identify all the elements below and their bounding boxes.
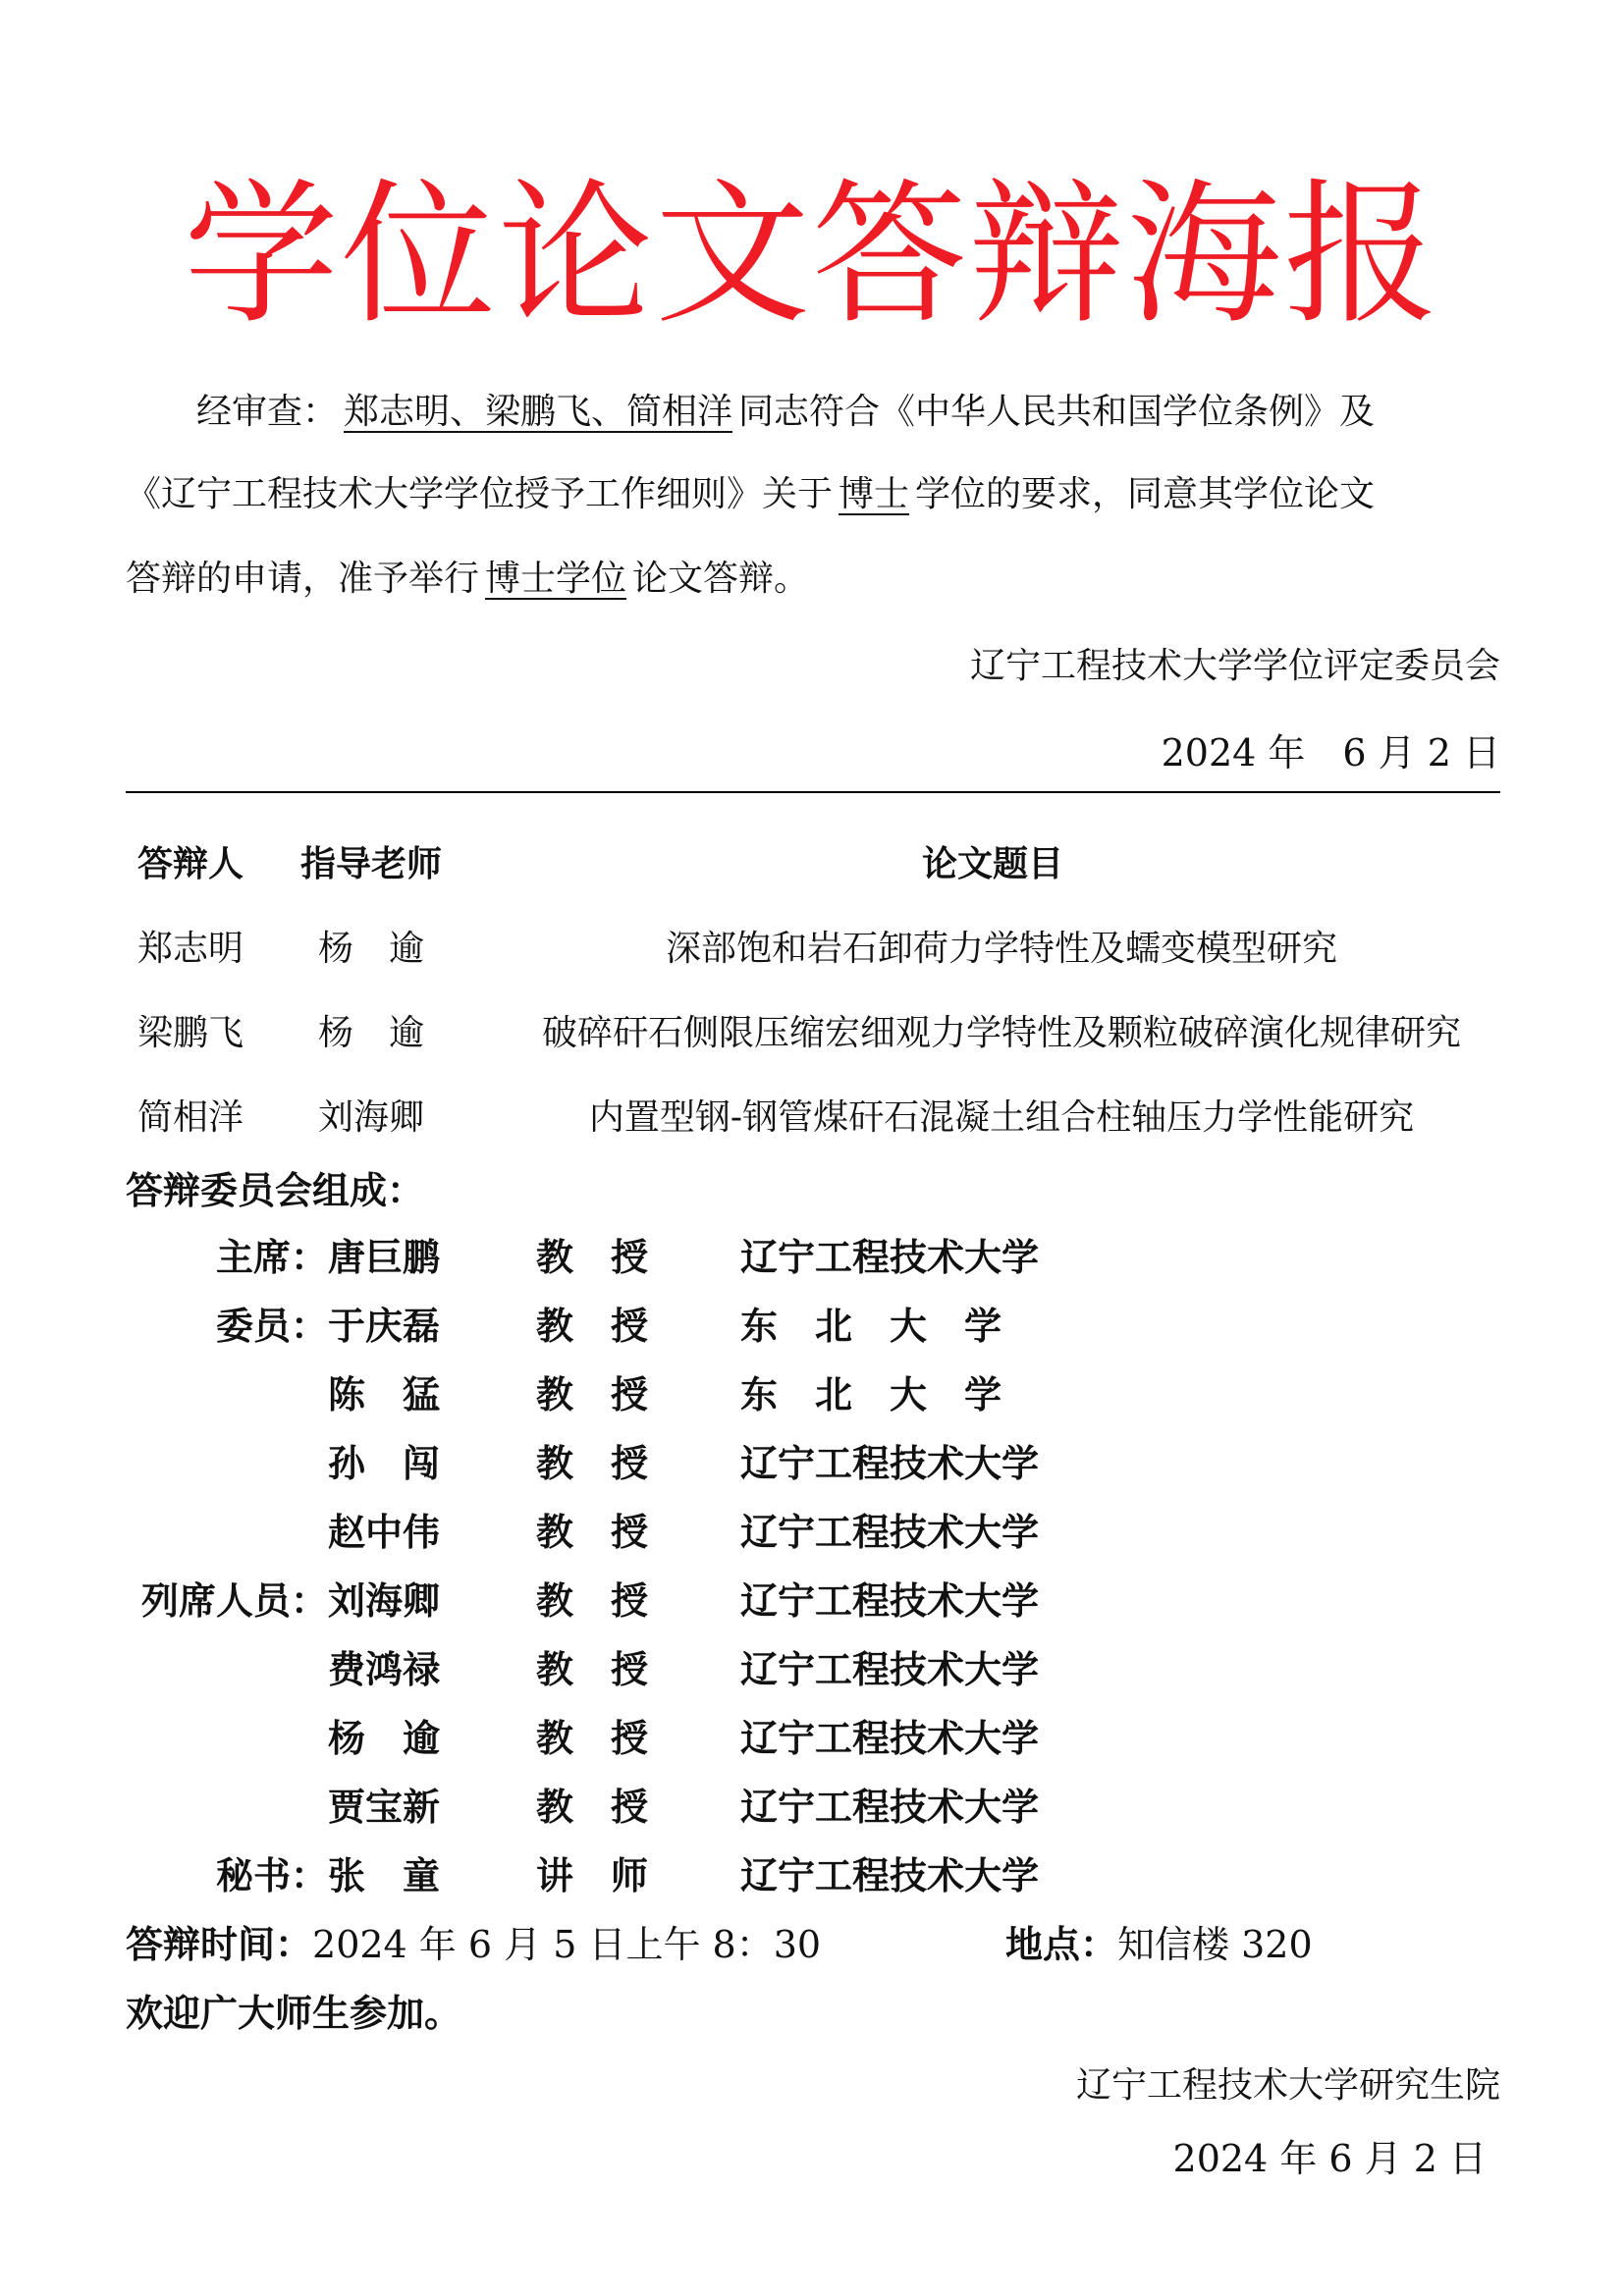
member-name: 陈 猛 [328,1373,441,1416]
member-unit: 辽宁工程技术大学 [740,1236,1040,1279]
member-name: 杨 逾 [328,1717,441,1760]
row-2-topic: 破碎矸石侧限压缩宏细观力学特性及颗粒破碎演化规律研究 [541,1013,1461,1053]
intro-line3-prefix: 答辩的申请，准予举行 [126,559,480,599]
degree-full: 博士学位 [485,559,627,599]
member-unit: 东 北 大 学 [740,1305,1002,1348]
member-title: 教 授 [536,1373,649,1416]
member-role: 秘书： [215,1854,328,1897]
member-title: 教 授 [536,1579,649,1623]
member-name: 赵中伟 [328,1511,441,1554]
committee-heading: 答辩委员会组成： [126,1169,425,1212]
row-3-topic: 内置型钢-钢管煤矸石混凝土组合柱轴压力学性能研究 [588,1097,1415,1138]
intro-mid: 同志符合《中华人民共和国学位条例》及 [738,392,1376,432]
member-name: 费鸿禄 [328,1648,441,1691]
member-role: 列席人员： [140,1579,328,1623]
row-2-student: 梁鹏飞 [137,1013,244,1053]
footer-org: 辽宁工程技术大学研究生院 [1075,2065,1500,2106]
header-student: 答辩人 [137,844,244,884]
member-unit: 辽宁工程技术大学 [740,1442,1040,1485]
row-3-advisor: 刘海卿 [318,1097,425,1138]
committee-date: 2024 年 6 月 2 日 [1161,731,1500,774]
intro-line-1 [126,383,1500,442]
candidates-names: 郑志明、梁鹏飞、简相洋 [344,392,733,432]
row-1-student: 郑志明 [137,929,244,969]
intro-line2-suffix: 学位的要求，同意其学位论文 [915,474,1376,514]
member-title: 教 授 [536,1442,649,1485]
degree-type: 博士 [839,474,910,514]
row-3-student: 简相洋 [137,1097,244,1138]
member-unit: 辽宁工程技术大学 [740,1579,1040,1623]
member-unit: 东 北 大 学 [740,1373,1002,1416]
intro-line2-prefix: 《辽宁工程技术大学学位授予工作细则》关于 [126,474,834,514]
header-advisor: 指导老师 [300,844,443,884]
footer-date: 2024 年 6 月 2 日 [1172,2137,1487,2180]
member-title: 教 授 [536,1236,649,1279]
defense-time [126,1914,821,1968]
member-unit: 辽宁工程技术大学 [740,1854,1040,1897]
intro-line-2 [126,465,1500,524]
committee-signature: 辽宁工程技术大学学位评定委员会 [969,646,1500,686]
member-role: 主席： [215,1236,328,1279]
member-unit: 辽宁工程技术大学 [740,1786,1040,1829]
defense-time-value: 2024 年 6 月 5 日上午 8：30 [312,1923,822,1966]
intro-line-3 [126,550,1500,609]
defense-time-label: 答辩时间： [126,1923,313,1966]
member-name: 于庆磊 [328,1305,441,1348]
location [1005,1914,1313,1968]
member-title: 教 授 [536,1717,649,1760]
member-name: 贾宝新 [328,1786,441,1829]
intro-line3-suffix: 论文答辩。 [632,559,810,599]
location-label: 地点： [1005,1923,1118,1966]
row-1-topic: 深部饱和岩石卸荷力学特性及蠕变模型研究 [665,929,1337,969]
welcome-text: 欢迎广大师生参加。 [126,1992,462,2035]
member-unit: 辽宁工程技术大学 [740,1648,1040,1691]
member-title: 讲 师 [536,1854,649,1897]
row-1-advisor: 杨 逾 [318,929,425,969]
row-2-advisor: 杨 逾 [318,1013,425,1053]
member-name: 张 童 [328,1854,441,1897]
member-unit: 辽宁工程技术大学 [740,1511,1040,1554]
member-name: 唐巨鹏 [328,1236,441,1279]
member-unit: 辽宁工程技术大学 [740,1717,1040,1760]
member-role: 委员： [215,1305,328,1348]
member-title: 教 授 [536,1305,649,1348]
member-title: 教 授 [536,1648,649,1691]
divider [126,791,1500,793]
member-name: 刘海卿 [328,1579,441,1623]
header-topic: 论文题目 [921,844,1063,884]
member-name: 孙 闯 [328,1442,441,1485]
member-title: 教 授 [536,1511,649,1554]
location-value: 知信楼 320 [1117,1923,1313,1966]
intro-prefix: 经审查： [196,392,339,432]
member-title: 教 授 [536,1786,649,1829]
poster-title: 学位论文答辩海报 [184,165,1440,346]
